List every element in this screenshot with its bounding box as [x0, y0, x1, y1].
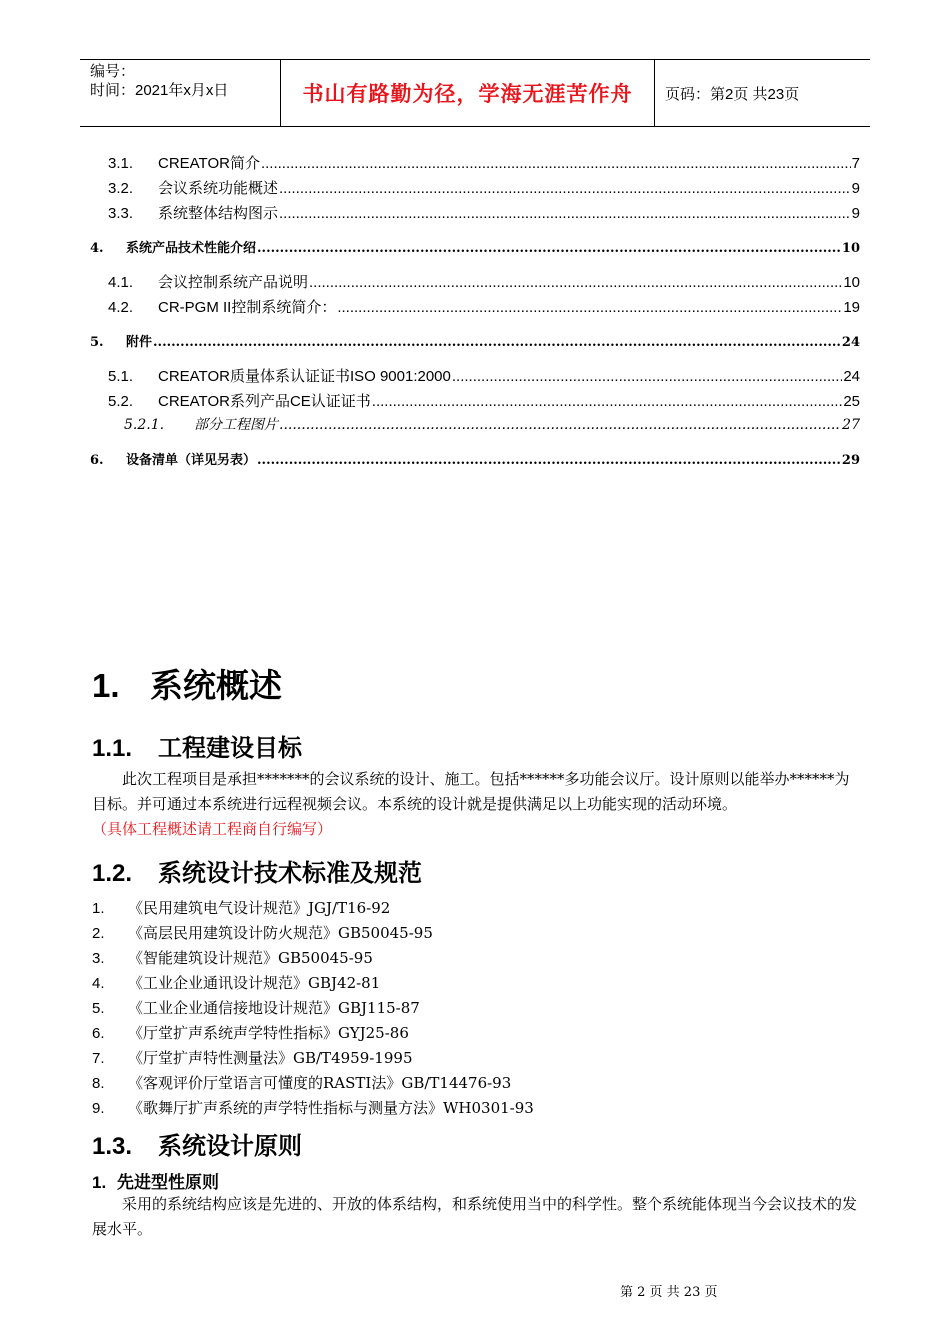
- header-meta: [80, 60, 281, 126]
- list-item-number: 2.: [92, 925, 105, 942]
- toc-entry-page: 9: [851, 205, 860, 222]
- list-item: [92, 1021, 862, 1046]
- section-1-3-body: 采用的系统结构应该是先进的、开放的体系结构，和系统使用当中的科学性。整个系统能体现当今会议技术的发展水平。: [92, 1195, 858, 1238]
- toc-entry-number: 5.1.: [108, 368, 134, 385]
- toc-entry-page: 24: [843, 368, 860, 385]
- toc-leader-dots: [261, 155, 851, 172]
- list-item: [92, 996, 862, 1021]
- list-item-number: 4.: [92, 975, 105, 992]
- editor-note: （具体工程概述请工程商自行编写）: [92, 820, 333, 838]
- toc-leader-dots: [279, 205, 851, 222]
- list-item-text: 《工业企业通讯设计规范》GBJ42-81: [128, 974, 381, 992]
- toc-entry-number: 4.: [90, 241, 104, 256]
- list-item-number: 1.: [92, 900, 105, 917]
- toc-entry-number: 6.: [90, 453, 104, 468]
- toc-entry-page: 27: [842, 417, 860, 433]
- toc-entry-page: 10: [841, 241, 860, 256]
- toc-entry-title: CREATOR系列产品CE认证证书: [158, 393, 371, 410]
- toc-entry-page: 29: [841, 453, 860, 468]
- toc-leader-dots: [257, 453, 841, 468]
- header-number: 编号：: [90, 63, 136, 80]
- list-item-text: 《高层民用建筑设计防火规范》GB50045-95: [128, 924, 433, 942]
- toc-entry[interactable]: [90, 177, 860, 198]
- section-title: 系统设计技术标准及规范: [158, 860, 422, 887]
- list-item-text: 《工业企业通信接地设计规范》GBJ115-87: [128, 999, 420, 1017]
- toc-entry-page: 9: [851, 180, 860, 197]
- list-item-number: 9.: [92, 1100, 105, 1117]
- toc-entry[interactable]: [90, 331, 860, 350]
- list-item-number: 5.: [92, 1000, 105, 1017]
- section-heading-1-1: [92, 728, 302, 763]
- toc-entry-number: 3.1.: [108, 155, 134, 172]
- toc-entry[interactable]: [90, 152, 860, 173]
- toc-entry-title: CREATOR质量体系认证证书ISO 9001:2000: [158, 368, 451, 385]
- page-header: [80, 59, 870, 127]
- toc-entry-number: 3.2.: [108, 180, 134, 197]
- toc-entry-number: 4.1.: [108, 274, 134, 291]
- toc-leader-dots: [279, 417, 841, 433]
- toc-entry-page: 19: [843, 299, 860, 316]
- section-1-1-body: [92, 767, 862, 842]
- list-item-text: 《智能建筑设计规范》GB50045-95: [128, 949, 373, 967]
- list-item-text: 《厅堂扩声特性测量法》GB/T4959-1995: [128, 1049, 413, 1067]
- list-item-text: 《厅堂扩声系统声学特性指标》GYJ25-86: [128, 1024, 409, 1042]
- toc-entry-title: 附件: [126, 335, 153, 350]
- toc-entry[interactable]: [90, 390, 860, 411]
- body-text: 此次工程项目是承担*******的会议系统的设计、施工。包括******多功能会议厅。设计原则以能举办******为目标。并可通过本系统进行远程视频会议。本系统的设计就是提供满足以上功能实现的活动环境。: [92, 770, 850, 813]
- list-item: [92, 1046, 862, 1071]
- list-item: [92, 896, 862, 921]
- toc-leader-dots: [153, 335, 841, 350]
- toc-entry-title: 系统产品技术性能介绍: [126, 241, 257, 256]
- list-item: [92, 1071, 862, 1096]
- toc-entry-page: 24: [841, 335, 860, 350]
- toc-entry-number: 4.2.: [108, 299, 134, 316]
- subsection-title: 先进型性原则: [117, 1173, 219, 1192]
- toc-entry-number: 3.3.: [108, 205, 134, 222]
- section-title: 系统设计原则: [158, 1133, 302, 1160]
- toc-leader-dots: [337, 299, 842, 316]
- list-item-text: 《歌舞厅扩声系统的声学特性指标与测量方法》WH0301-93: [128, 1099, 534, 1117]
- toc-entry-page: 10: [843, 274, 860, 291]
- section-heading-1-2: [92, 853, 422, 888]
- toc-entry[interactable]: [90, 237, 860, 256]
- toc-entry-number: 5.2.: [108, 393, 134, 410]
- list-item: [92, 921, 862, 946]
- toc-entry-number: 5.: [90, 335, 104, 350]
- standards-list: [92, 896, 862, 1121]
- toc-leader-dots: [452, 368, 842, 385]
- section-number: 1.: [92, 667, 120, 704]
- list-item-text: 《民用建筑电气设计规范》JGJ/T16-92: [128, 899, 391, 917]
- list-item: [92, 946, 862, 971]
- page-footer: 第 2 页 共 23 页: [620, 1285, 718, 1300]
- section-title: 系统概述: [150, 667, 282, 704]
- toc-leader-dots: [372, 393, 843, 410]
- toc-entry-page: 7: [851, 155, 860, 172]
- toc-leader-dots: [257, 241, 841, 256]
- list-item-text: 《客观评价厅堂语言可懂度的RASTI法》GB/T14476-93: [128, 1074, 512, 1092]
- toc-entry-title: 部分工程图片: [194, 417, 278, 433]
- toc-entry-title: CREATOR简介: [158, 155, 260, 172]
- section-heading-1: [92, 660, 282, 707]
- toc-entry-title: 系统整体结构图示: [158, 205, 279, 222]
- toc-entry[interactable]: [90, 202, 860, 223]
- list-item-number: 8.: [92, 1075, 105, 1092]
- section-heading-1-3: [92, 1126, 302, 1161]
- toc-entry[interactable]: [90, 365, 860, 386]
- toc-leader-dots: [309, 274, 842, 291]
- header-page-info: 页码：第2页 共23页: [665, 85, 800, 103]
- list-item: [92, 1096, 862, 1121]
- header-motto: 书山有路勤为径，学海无涯苦作舟: [281, 60, 655, 126]
- section-number: 1.3.: [92, 1133, 133, 1160]
- toc-entry-title: 会议控制系统产品说明: [158, 274, 309, 291]
- header-time: 时间：2021年x月x日: [90, 82, 229, 99]
- list-item-number: 7.: [92, 1050, 105, 1067]
- toc-leader-dots: [279, 180, 851, 197]
- section-number: 1.1.: [92, 735, 133, 762]
- toc-entry-title: CR-PGM II控制系统简介：: [158, 299, 337, 316]
- toc-entry-title: 设备清单（详见另表）: [126, 453, 257, 468]
- toc-entry-title: 会议系统功能概述: [158, 180, 279, 197]
- list-item: [92, 971, 862, 996]
- toc-entry[interactable]: [90, 449, 860, 468]
- toc-entry[interactable]: [90, 296, 860, 317]
- subsection-heading: [92, 1168, 219, 1193]
- subsection-number: 1.: [92, 1173, 107, 1192]
- section-title: 工程建设目标: [158, 735, 302, 762]
- list-item-number: 6.: [92, 1025, 105, 1042]
- toc-entry[interactable]: [90, 414, 860, 434]
- toc-entry-number: 5.2.1.: [124, 417, 165, 433]
- list-item-number: 3.: [92, 950, 105, 967]
- section-number: 1.2.: [92, 860, 133, 887]
- toc-entry-page: 25: [843, 393, 860, 410]
- toc-entry[interactable]: [90, 271, 860, 292]
